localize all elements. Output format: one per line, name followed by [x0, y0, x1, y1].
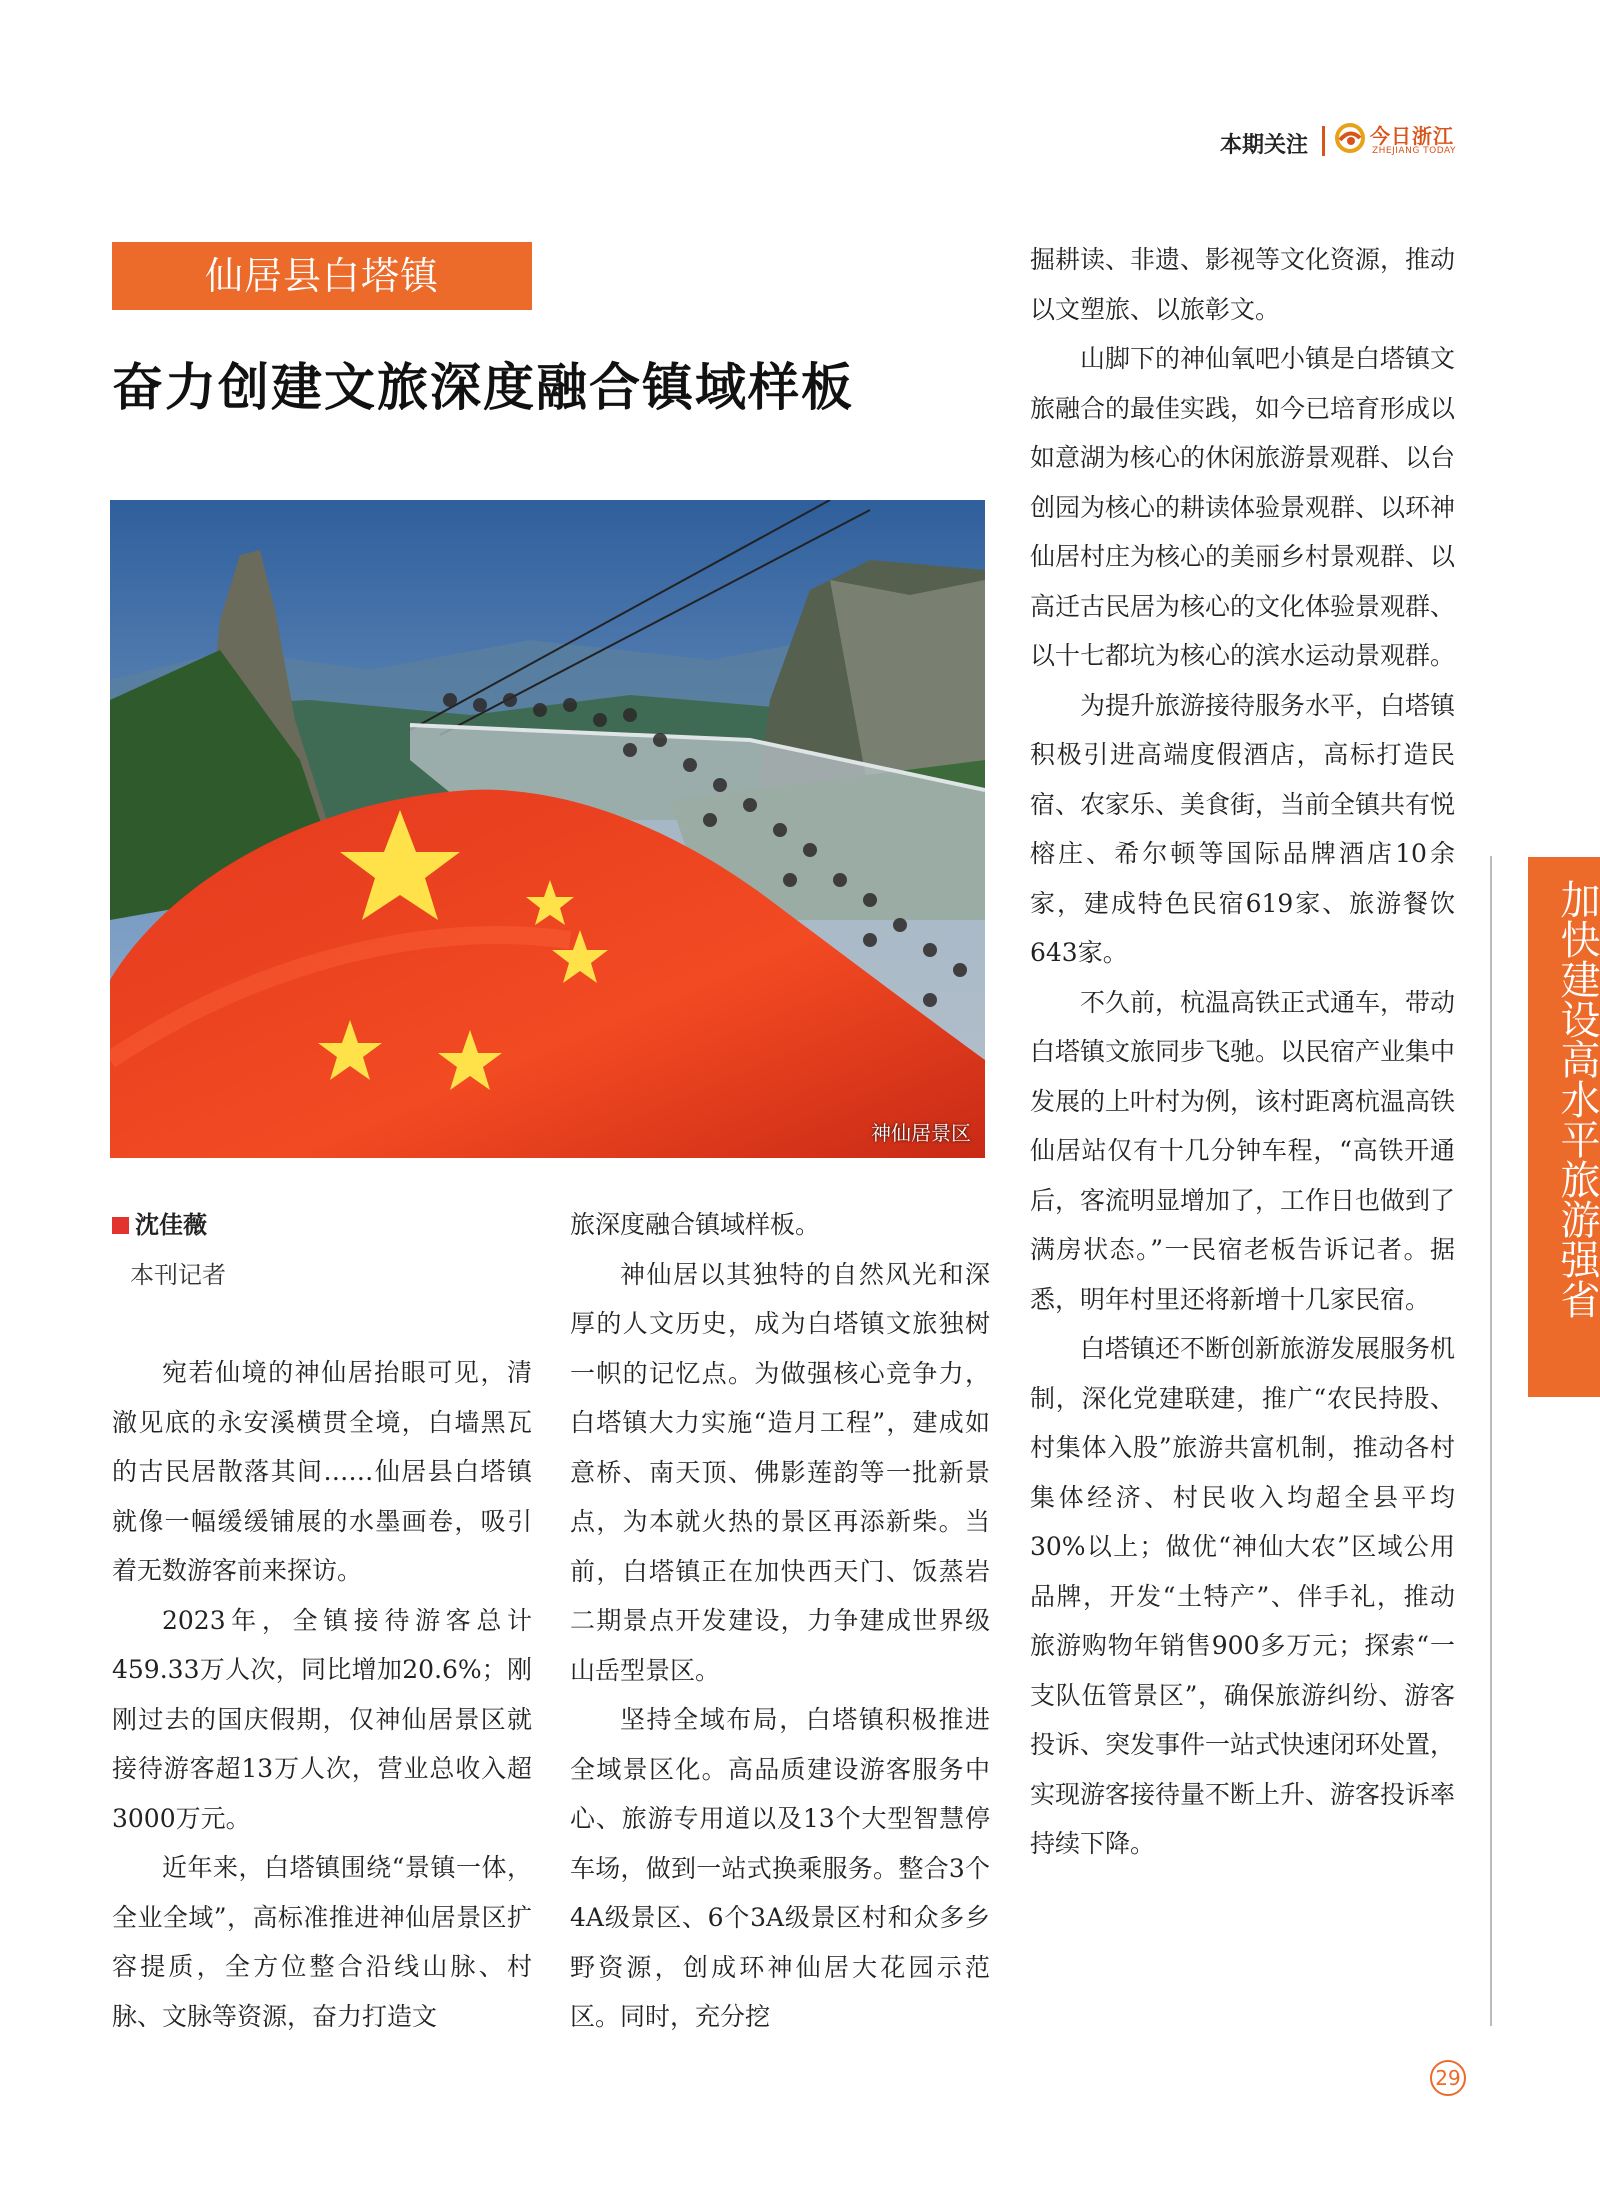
side-banner [1528, 857, 1600, 1397]
paragraph: 不久前，杭温高铁正式通车，带动白塔镇文旅同步飞驰。以民宿产业集中发展的上叶村为例，该村距离杭温高铁仙居站仅有十几分钟车程，“高铁开通后，客流明显增加了，工作日也做到了满房状态。”一民宿老板告诉记者。据悉，明年村里还将新增十几家民宿。 [1030, 987, 1456, 1314]
paragraph: 坚持全域布局，白塔镇积极推进全域景区化。高品质建设游客服务中心、旅游专用道以及13个大型智慧停车场，做到一站式换乘服务。整合3个4A级景区、6个3A级景区村和众多乡野资源，创成环神仙居大花园示范区。同时，充分挖 [570, 1705, 990, 2031]
scenic-photo-illustration [110, 500, 985, 1158]
logo-subtext: ZHEJIANG TODAY [1372, 146, 1456, 156]
logo-text: 今日浙江 [1370, 124, 1454, 148]
paragraph: 近年来，白塔镇围绕“景镇一体，全业全域”，高标准推进神仙居景区扩容提质，全方位整合沿线山脉、村脉、文脉等资源，奋力打造文 [112, 1853, 532, 2031]
side-banner-text: 加快建设高水平旅游强省 [1554, 879, 1600, 1319]
paragraph-continued: 旅深度融合镇域样板。 [570, 1210, 821, 1239]
paragraph: 山脚下的神仙氧吧小镇是白塔镇文旅融合的最佳实践，如今已培育形成以如意湖为核心的休闲旅游景观群、以台创园为核心的耕读体验景观群、以环神仙居村庄为核心的美丽乡村景观群、以高迁古民居为核心的文化体验景观群、以十七都坑为核心的滨水运动景观群。 [1030, 344, 1456, 670]
logo-swirl-icon [1334, 122, 1366, 154]
author-name: 沈佳薇 [135, 1211, 207, 1239]
section-label: 本期关注 [1220, 133, 1309, 158]
author-role: 本刊记者 [130, 1261, 226, 1289]
paragraph: 2023年，全镇接待游客总计459.33万人次，同比增加20.6%；刚刚过去的国庆假期，仅神仙居景区就接待游客超13万人次，营业总收入超3000万元。 [112, 1605, 532, 1833]
paragraph: 白塔镇还不断创新旅游发展服务机制，深化党建联建，推广“农民持股、村集体入股”旅游共富机制，推动各村集体经济、村民收入均超全县平均30%以上；做优“神仙大农”区域公用品牌，开发“土特产”、伴手礼，推动旅游购物年销售900多万元；探索“一支队伍管景区”，确保旅游纠纷、游客投诉、突发事件一站式快速闭环处置，实现游客接待量不断上升、游客投诉率持续下降。 [1030, 1334, 1456, 1858]
paragraph: 为提升旅游接待服务水平，白塔镇积极引进高端度假酒店，高标打造民宿、农家乐、美食街，当前全镇共有悦榕庄、希尔顿等国际品牌酒店10余家，建成特色民宿619家、旅游餐饮643家。 [1030, 690, 1456, 967]
article-photo [110, 500, 985, 1158]
paragraph: 神仙居以其独特的自然风光和深厚的人文历史，成为白塔镇文旅独树一帜的记忆点。为做强核心竞争力，白塔镇大力实施“造月工程”，建成如意桥、南天顶、佛影莲韵等一批新景点，为本就火热的景区再添新柴。当前，白塔镇正在加快西天门、饭蒸岩二期景点开发建设，力争建成世界级山岳型景区。 [570, 1259, 990, 1685]
text-column-1 [112, 1348, 532, 2041]
header-divider [1322, 126, 1325, 156]
article-title: 奋力创建文旅深度融合镇域样板 [112, 358, 855, 418]
page-number: 29 [1430, 2060, 1466, 2096]
text-column-3 [1030, 235, 1455, 1869]
author-byline [112, 1205, 207, 1240]
magazine-logo [1334, 118, 1464, 162]
text-column-2 [570, 1200, 990, 2042]
paragraph-continued: 掘耕读、非遗、影视等文化资源，推动以文塑旅、以旅彰文。 [1030, 245, 1456, 324]
byline-marker-icon [112, 1217, 129, 1234]
side-divider-line [1490, 856, 1492, 2026]
section-tag: 仙居县白塔镇 [112, 242, 532, 310]
photo-caption: 神仙居景区 [871, 1121, 971, 1145]
paragraph: 宛若仙境的神仙居抬眼可见，清澈见底的永安溪横贯全境，白墙黑瓦的古民居散落其间……仙居县白塔镇就像一幅缓缓铺展的水墨画卷，吸引着无数游客前来探访。 [112, 1358, 532, 1585]
